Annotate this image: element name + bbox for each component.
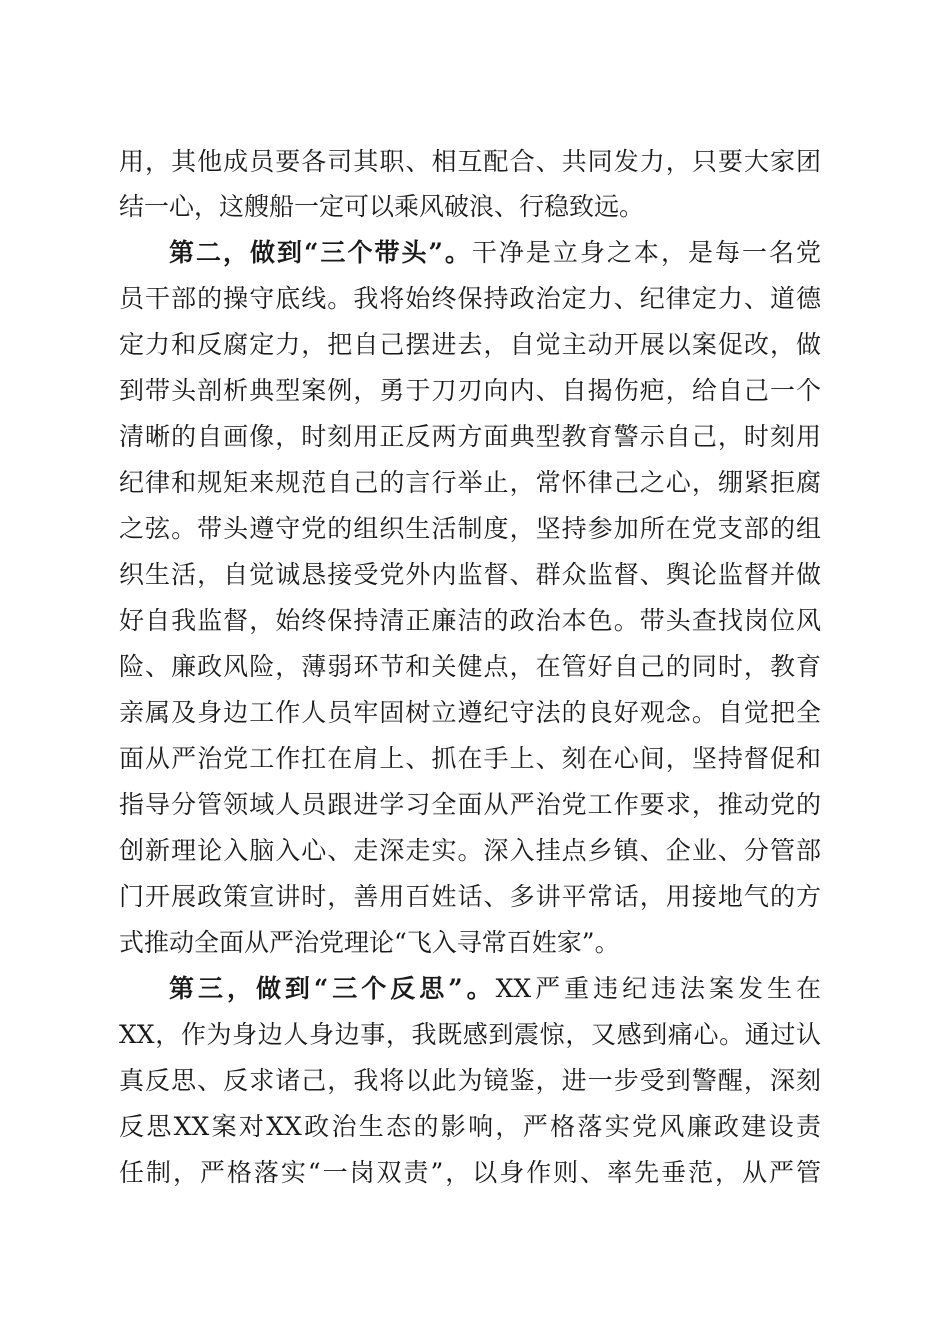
text-line: 结一心，这艘船一定可以乘风破浪、行稳致远。 <box>119 192 645 221</box>
text-line: 创新理论入脑入心、走深走实。深入挂点乡镇、企业、分管部 <box>119 836 821 865</box>
section-heading: 第二，做到“三个带头”。 <box>169 238 472 267</box>
text-line: 到带头剖析典型案例，勇于刀刃向内、自揭伤疤，给自己一个 <box>119 376 821 405</box>
text-line: 员干部的操守底线。我将始终保持政治定力、纪律定力、道德 <box>119 284 821 313</box>
text-line: 面从严治党工作扛在肩上、抓在手上、刻在心间，坚持督促和 <box>119 744 821 773</box>
text-line: 式推动全面从严治党理论“飞入寻常百姓家”。 <box>119 928 620 957</box>
text-line: XX，作为身边人身边事，我既感到震惊，又感到痛心。通过认 <box>119 1020 821 1049</box>
text-line: 指导分管领域人员跟进学习全面从严治党工作要求，推动党的 <box>119 790 821 819</box>
text-line: 定力和反腐定力，把自己摆进去，自觉主动开展以案促改，做 <box>119 330 821 359</box>
text-line: 亲属及身边工作人员牢固树立遵纪守法的良好观念。自觉把全 <box>119 698 821 727</box>
text-line: 反思XX案对XX政治生态的影响，严格落实党风廉政建设责 <box>119 1112 821 1141</box>
paragraph-first-line <box>169 233 821 273</box>
text-span: XX严重违纪违法案发生在 <box>495 974 821 1003</box>
text-line: 用，其他成员要各司其职、相互配合、共同发力，只要大家团 <box>119 147 821 176</box>
text-line: 织生活，自觉诚恳接受党外内监督、群众监督、舆论监督并做 <box>119 560 821 589</box>
text-line: 真反思、反求诸己，我将以此为镜鉴，进一步受到警醒，深刻 <box>119 1066 821 1095</box>
text-span: 干净是立身之本，是每一名党 <box>471 238 821 267</box>
text-line: 任制，严格落实“一岗双责”，以身作则、率先垂范，从严管 <box>119 1158 821 1187</box>
text-line: 险、廉政风险，薄弱环节和关健点，在管好自己的同时，教育 <box>119 652 821 681</box>
section-heading: 第三，做到“三个反思”。 <box>169 974 496 1003</box>
text-line: 纪律和规矩来规范自己的言行举止，常怀律己之心，绷紧拒腐 <box>119 468 821 497</box>
text-line: 好自我监督，始终保持清正廉洁的政治本色。带头查找岗位风 <box>119 606 821 635</box>
text-line: 门开展政策宣讲时，善用百姓话、多讲平常话，用接地气的方 <box>119 882 821 911</box>
paragraph-first-line <box>169 969 821 1009</box>
text-line: 清晰的自画像，时刻用正反两方面典型教育警示自己，时刻用 <box>119 422 821 451</box>
text-line: 之弦。带头遵守党的组织生活制度，坚持参加所在党支部的组 <box>119 514 821 543</box>
